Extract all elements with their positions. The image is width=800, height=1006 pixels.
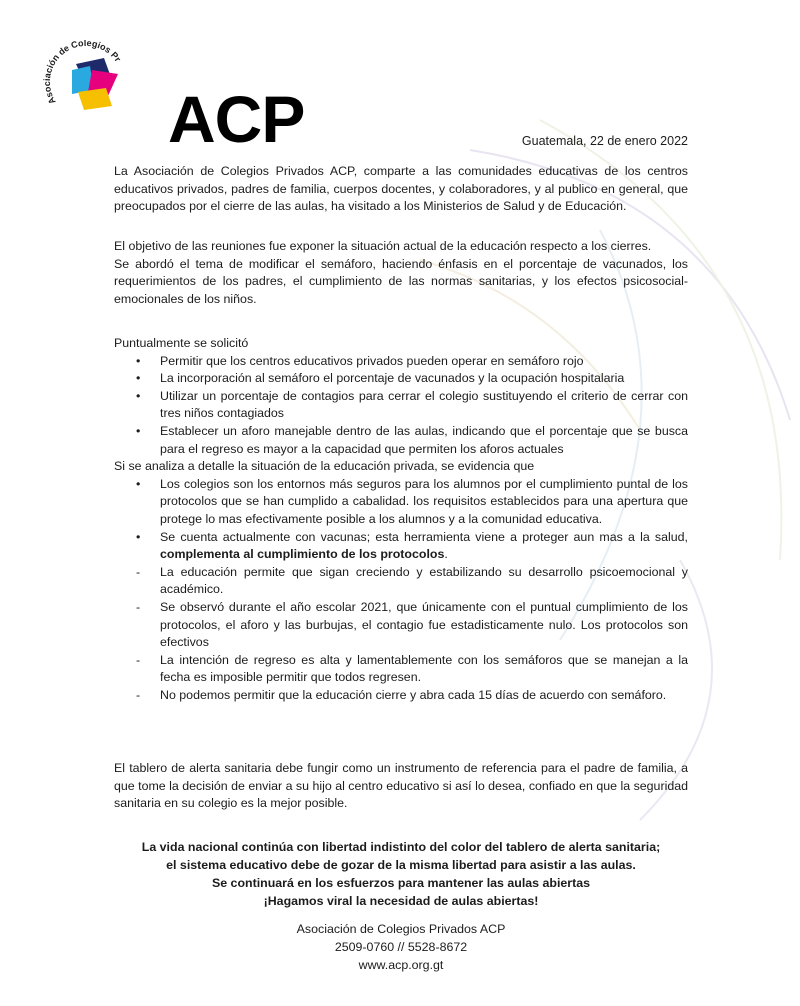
request-item: • Utilizar un porcentaje de contagios para cerrar el colegio sustituyendo el criterio de cerrar con tres niños contagiados xyxy=(136,388,688,421)
signature-block xyxy=(114,920,688,974)
bullet-dash: - xyxy=(136,687,141,702)
objective-section xyxy=(114,238,688,308)
bullet-dot: • xyxy=(136,388,141,403)
statement-line: ¡Hagamos viral la necesidad de aulas abiertas! xyxy=(263,894,539,908)
request-item: • Permitir que los centros educativos privados pueden operar en semáforo rojo xyxy=(114,353,688,371)
bullet-dash: - xyxy=(136,564,141,579)
acp-logo xyxy=(42,40,305,156)
statement-line: Se continuará en los esfuerzos para mantener las aulas abiertas xyxy=(211,876,591,890)
bold-emphasis: complementa al cumplimiento de los protocolos xyxy=(160,547,445,562)
statement-line: el sistema educativo debe de gozar de la misma libertad para asistir a las aulas. xyxy=(166,858,636,872)
logo-ring-text: Asociación de Colegios Pr xyxy=(42,40,123,106)
analysis-heading: Si se analiza a detalle la situación de la educación privada, se evidencia que xyxy=(114,459,535,474)
closing-paragraph: El tablero de alerta sanitaria debe fungir como un instrumento de referencia para el padre de familia, a que tome la decisión de enviar a su hijo al centro educativo si así lo desea, confiado en que la seguridad sanitaria en su colegio es la mejor posible. xyxy=(114,761,688,811)
bullet-dot: • xyxy=(136,529,141,544)
bullet-dot: • xyxy=(136,476,141,491)
signature-org: Asociación de Colegios Privados ACP xyxy=(296,922,506,936)
analysis-item: • Se cuenta actualmente con vacunas; esta herramienta viene a proteger aun mas a la salud, complementa al cumplimiento de los protocolos. xyxy=(136,529,688,562)
letter-date: Guatemala, 22 de enero 2022 xyxy=(521,134,688,148)
intro-paragraph: La Asociación de Colegios Privados ACP, comparte a las comunidades educativas de los centros educativos privados, padres de familia, cuerpos docentes, y colaboradores, y al publico en general, que preocupados por el cierre de las aulas, ha visitado a los Ministerios de Salud y de Educación. xyxy=(114,164,688,214)
signature-phones: 2509-0760 // 5528-8672 xyxy=(334,940,468,954)
bullet-dot: • xyxy=(136,423,141,438)
acp-emblem-icon xyxy=(42,40,142,120)
analysis-dash-item: - La educación permite que sigan creciendo y estabilizando su desarrollo psicoemocional y académico. xyxy=(136,564,688,597)
emblem-yellow-shape xyxy=(78,88,112,110)
request-item: • La incorporación al semáforo el porcentaje de vacunados y la ocupación hospitalaria xyxy=(114,370,688,388)
requests-heading: Puntualmente se solicitó xyxy=(114,336,249,350)
bullet-dot: • xyxy=(136,353,141,368)
signature-web: www.acp.org.gt xyxy=(358,958,444,972)
statement-line: La vida nacional continúa con libertad indistinto del color del tablero de alerta sanitaria; xyxy=(141,840,661,854)
bullet-dash: - xyxy=(136,652,141,667)
requests-section xyxy=(114,335,688,704)
request-item: • Establecer un aforo manejable dentro de las aulas, indicando que el porcentaje que se busca para el regreso es mayor a la capacidad que permiten los aforos actuales xyxy=(136,423,688,456)
logo-wordmark: ACP xyxy=(168,82,305,156)
bullet-dot: • xyxy=(136,371,141,386)
analysis-dash-item: - Se observó durante el año escolar 2021, que únicamente con el puntual cumplimiento de los protocolos, el aforo y las burbujas, el contagio fue estadisticamente nulo. Los protocolos son efectivos xyxy=(136,599,688,650)
objective-line-2: Se abordó el tema de modificar el semáforo, haciendo énfasis en el porcentaje de vacunados, los requerimientos de los padres, el cumplimiento de las normas sanitarias, y los efectos psicosocial-emocionales de los niños. xyxy=(114,256,688,306)
analysis-item: • Los colegios son los entornos más seguros para los alumnos por el cumplimiento puntal de los protocolos que se han cumplido a cabalidad. los requisitos establecidos para una apertura que protege lo mas efectivamente posible a los alumnos y a la comunidad educativa. xyxy=(136,476,688,526)
objective-line-1: El objetivo de las reuniones fue exponer la situación actual de la educación respecto a los cierres. xyxy=(114,239,652,253)
analysis-dash-item: - La intención de regreso es alta y lamentablemente con los semáforos que se manejan a la fecha es imposible permitir que todos regresen. xyxy=(136,652,688,685)
bold-statement xyxy=(114,838,688,910)
analysis-dash-item: - No podemos permitir que la educación cierre y abra cada 15 días de acuerdo con semáforo. xyxy=(114,687,688,705)
bullet-dash: - xyxy=(136,599,141,614)
